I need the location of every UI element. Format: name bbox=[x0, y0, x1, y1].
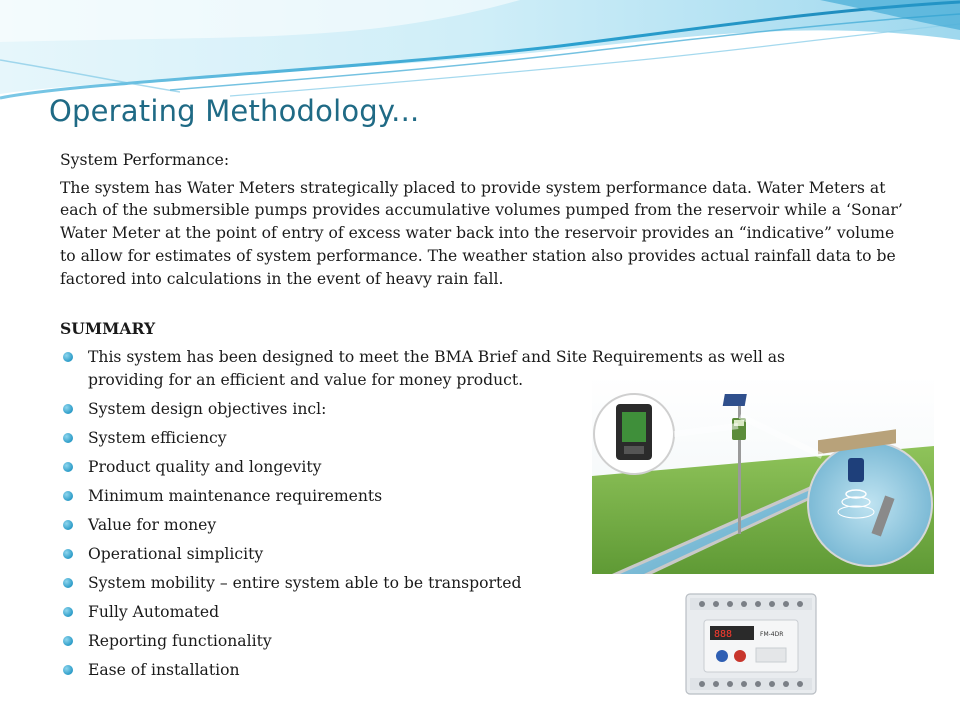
bullet-text: Value for money bbox=[88, 515, 217, 534]
bullet-text: Ease of installation bbox=[88, 660, 240, 679]
bullet-icon bbox=[63, 578, 73, 588]
bullet-icon bbox=[63, 549, 73, 559]
bullet-icon bbox=[63, 462, 73, 472]
bullet-icon bbox=[63, 636, 73, 646]
svg-text:888: 888 bbox=[714, 629, 733, 640]
bullet-text: System design objectives incl: bbox=[88, 399, 327, 418]
bullet-icon bbox=[63, 404, 73, 414]
performance-section bbox=[60, 149, 910, 290]
performance-heading: System Performance: bbox=[60, 151, 230, 169]
bullet-text: Fully Automated bbox=[88, 602, 220, 621]
bullet-text: System mobility – entire system able to be transported bbox=[88, 573, 522, 592]
bullet-icon bbox=[63, 352, 73, 362]
bullet-text: Reporting functionality bbox=[88, 631, 272, 650]
bullet-icon bbox=[63, 520, 73, 530]
bullet-text: System efficiency bbox=[88, 428, 227, 447]
bullet-icon bbox=[63, 433, 73, 443]
water-meter-installation-illustration bbox=[592, 376, 934, 574]
slide-title: Operating Methodology... bbox=[49, 94, 420, 128]
summary-heading: SUMMARY bbox=[60, 319, 156, 338]
bullet-text: This system has been designed to meet the BMA Brief and Site Requirements as well as providing for an efficient and value for money product. bbox=[88, 348, 786, 389]
bullet-icon bbox=[63, 665, 73, 675]
bullet-icon bbox=[63, 491, 73, 501]
performance-body: The system has Water Meters strategically placed to provide system performance data. Water Meters at each of the submersible pumps provides accumulative volumes pumped from the reservoir while a ‘Sonar’ Water Meter at the point of entry of excess water back into the reservoir provides an “indicative” volume to allow for estimates of system performance. The weather station also provides actual rainfall data to be factored into calculations in the event of heavy rain fall. bbox=[60, 178, 903, 288]
bullet-icon bbox=[63, 607, 73, 617]
bullet-text: Operational simplicity bbox=[88, 544, 264, 563]
bullet-text: Product quality and longevity bbox=[88, 457, 322, 476]
bullet-text: Minimum maintenance requirements bbox=[88, 486, 383, 505]
meter-brand-label: FM-4DR bbox=[760, 631, 784, 638]
din-rail-flow-meter-device bbox=[676, 586, 826, 700]
